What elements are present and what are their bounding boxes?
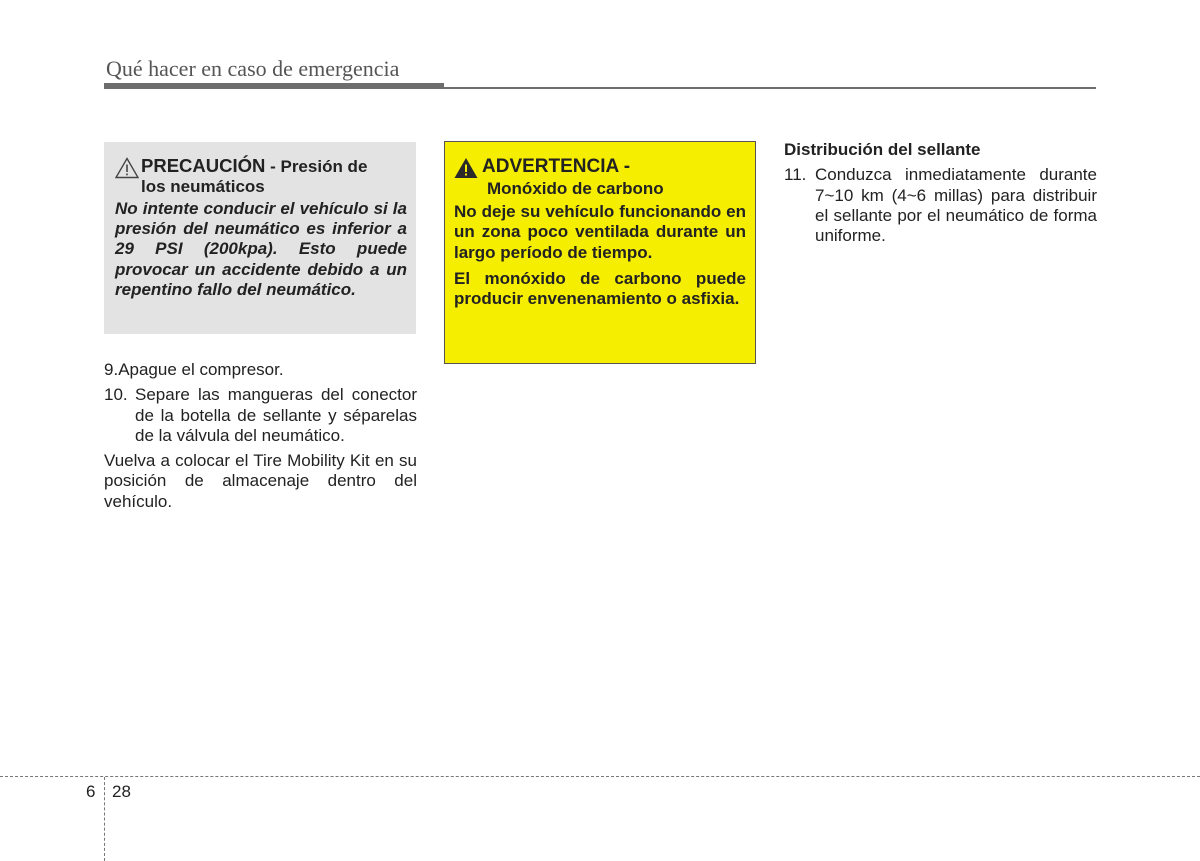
step-text: Apague el compresor. (118, 360, 284, 379)
step-number: 9. (104, 360, 119, 379)
list-item (784, 165, 1097, 246)
caution-title-label: PRECAUCIÓN (141, 155, 266, 176)
warning-triangle-outline-icon (115, 157, 141, 179)
step-number: 11. (784, 165, 807, 185)
step-text: Separe las mangueras del conector de la botella de sellante y séparelas de la válvula del neumático. (135, 385, 417, 445)
chapter-number: 6 (86, 782, 96, 801)
header-rule-thick (104, 83, 444, 89)
warning-header (454, 156, 746, 179)
warning-triangle-filled-icon (454, 157, 482, 179)
header-rule-thin (444, 87, 1096, 89)
caution-header (115, 156, 407, 197)
step-number: 10. (104, 385, 128, 405)
warning-paragraph: El monóxido de carbono puede producir envenenamiento o asfixia. (454, 268, 746, 309)
warning-box (444, 141, 756, 364)
footer-divider (0, 776, 1200, 777)
caution-title (141, 156, 367, 197)
section-title: Qué hacer en caso de emergencia (106, 56, 400, 81)
list-item (104, 385, 417, 446)
caution-subtitle-line1: - Presión de (265, 157, 368, 176)
caution-box (104, 142, 416, 334)
step-text: Conduzca inmediatamente durante 7~10 km (4~6 millas) para distribuir el sellante por el neumático de forma uniforme. (815, 165, 1097, 246)
list-item (104, 360, 417, 380)
warning-body (454, 202, 746, 309)
warning-subtitle: Monóxido de carbono (487, 179, 664, 198)
section-heading: Distribución del sellante (784, 140, 981, 159)
warning-title: ADVERTENCIA - (482, 156, 631, 177)
body-paragraph: Vuelva a colocar el Tire Mobility Kit en su posición de almacenaje dentro del vehículo. (104, 451, 417, 511)
warning-paragraph: No deje su vehículo funcionando en un zona poco ventilada durante un largo período de tiempo. (454, 202, 746, 262)
caution-body: No intente conducir el vehículo si la presión del neumático es inferior a 29 PSI (200kpa). Esto puede provocar un accidente debido a un repentino fallo del neumático. (115, 199, 407, 299)
caution-subtitle-line2: los neumáticos (141, 177, 265, 196)
right-column (784, 140, 1097, 251)
footer-vertical-divider (104, 777, 105, 861)
left-column-steps (104, 360, 417, 512)
page-number: 28 (112, 782, 131, 801)
